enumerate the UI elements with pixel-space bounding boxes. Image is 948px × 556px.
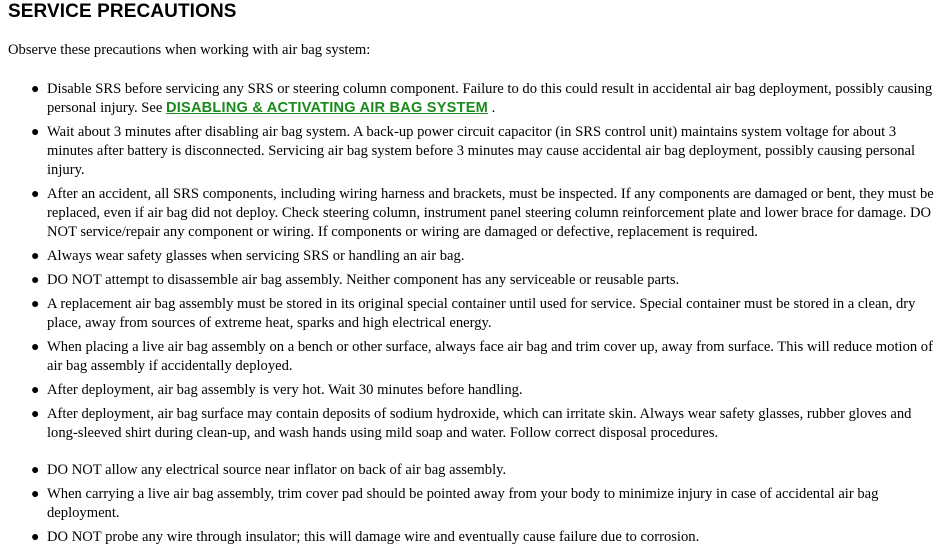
bullet-icon: ●: [31, 82, 40, 97]
item-text: After deployment, air bag assembly is very hot. Wait 30 minutes before handling.: [47, 382, 523, 398]
intro-text: Observe these precautions when working with air bag system:: [8, 42, 371, 58]
bullet-icon: ●: [31, 187, 40, 202]
precautions-list: [28, 80, 944, 552]
list-item: [28, 405, 944, 443]
bullet-icon: ●: [31, 249, 40, 264]
bullet-icon: ●: [31, 530, 40, 545]
item-text: When carrying a live air bag assembly, trim cover pad should be pointed away from your body to minimize injury in case of accidental air bag deployment.: [47, 486, 879, 521]
list-item: [28, 271, 944, 290]
bullet-icon: ●: [31, 407, 40, 422]
list-item: [28, 123, 944, 180]
item-text: A replacement air bag assembly must be stored in its original special container until used for service. Special container must be stored in a clean, dry place, away from sources of extreme heat, sparks and high electrical energy.: [47, 296, 916, 331]
list-item: [28, 295, 944, 333]
bullet-icon: ●: [31, 125, 40, 140]
list-item: [28, 247, 944, 266]
item-text: When placing a live air bag assembly on a bench or other surface, always face air bag and trim cover up, away from surface. This will reduce motion of air bag assembly if accidentally deployed.: [47, 339, 933, 374]
bullet-icon: ●: [31, 383, 40, 398]
page-title: SERVICE PRECAUTIONS: [8, 1, 237, 22]
list-item: [28, 185, 944, 242]
item-text: After deployment, air bag surface may contain deposits of sodium hydroxide, which can irritate skin. Always wear safety glasses, rubber gloves and long-sleeved shirt during clean-up, and wash hands using mild soap and water. Follow correct disposal procedures.: [47, 406, 912, 441]
bullet-icon: ●: [31, 273, 40, 288]
list-item: [28, 461, 944, 480]
item-text: Wait about 3 minutes after disabling air bag system. A back-up power circuit capacitor (in SRS control unit) maintains system voltage for about 3 minutes after battery is disconnected. Servicing air bag system before 3 minutes may cause accidental air bag deployment, possibly causing personal injury.: [47, 124, 916, 178]
item-text: Disable SRS before servicing any SRS or steering column component. Failure to do this could result in accidental air bag deployment, possibly causing personal injury. See: [47, 81, 933, 116]
bullet-icon: ●: [31, 297, 40, 312]
list-item: [28, 338, 944, 376]
bullet-icon: ●: [31, 463, 40, 478]
list-item: [28, 381, 944, 400]
item-text: After an accident, all SRS components, including wiring harness and brackets, must be inspected. If any components are damaged or bent, they must be replaced, even if air bag did not deploy. Check steering column, instrument panel steering column reinforcement plate and lower brace for damage. DO NOT service/repair any component or wiring. If components or wiring are damaged or defective, replacement is required.: [47, 186, 934, 240]
item-text: DO NOT allow any electrical source near inflator on back of air bag assembly.: [47, 462, 507, 478]
item-text: DO NOT probe any wire through insulator; this will damage wire and eventually cause failure due to corrosion.: [47, 529, 700, 545]
bullet-icon: ●: [31, 340, 40, 355]
item-text: Always wear safety glasses when servicing SRS or handling an air bag.: [47, 248, 465, 264]
disabling-activating-air-bag-link[interactable]: DISABLING & ACTIVATING AIR BAG SYSTEM: [166, 100, 488, 116]
list-item: [28, 80, 944, 118]
list-item: [28, 528, 944, 547]
item-text: DO NOT attempt to disassemble air bag assembly. Neither component has any serviceable or reusable parts.: [47, 272, 680, 288]
list-item: [28, 485, 944, 523]
item-text-after: .: [488, 100, 496, 116]
bullet-icon: ●: [31, 487, 40, 502]
